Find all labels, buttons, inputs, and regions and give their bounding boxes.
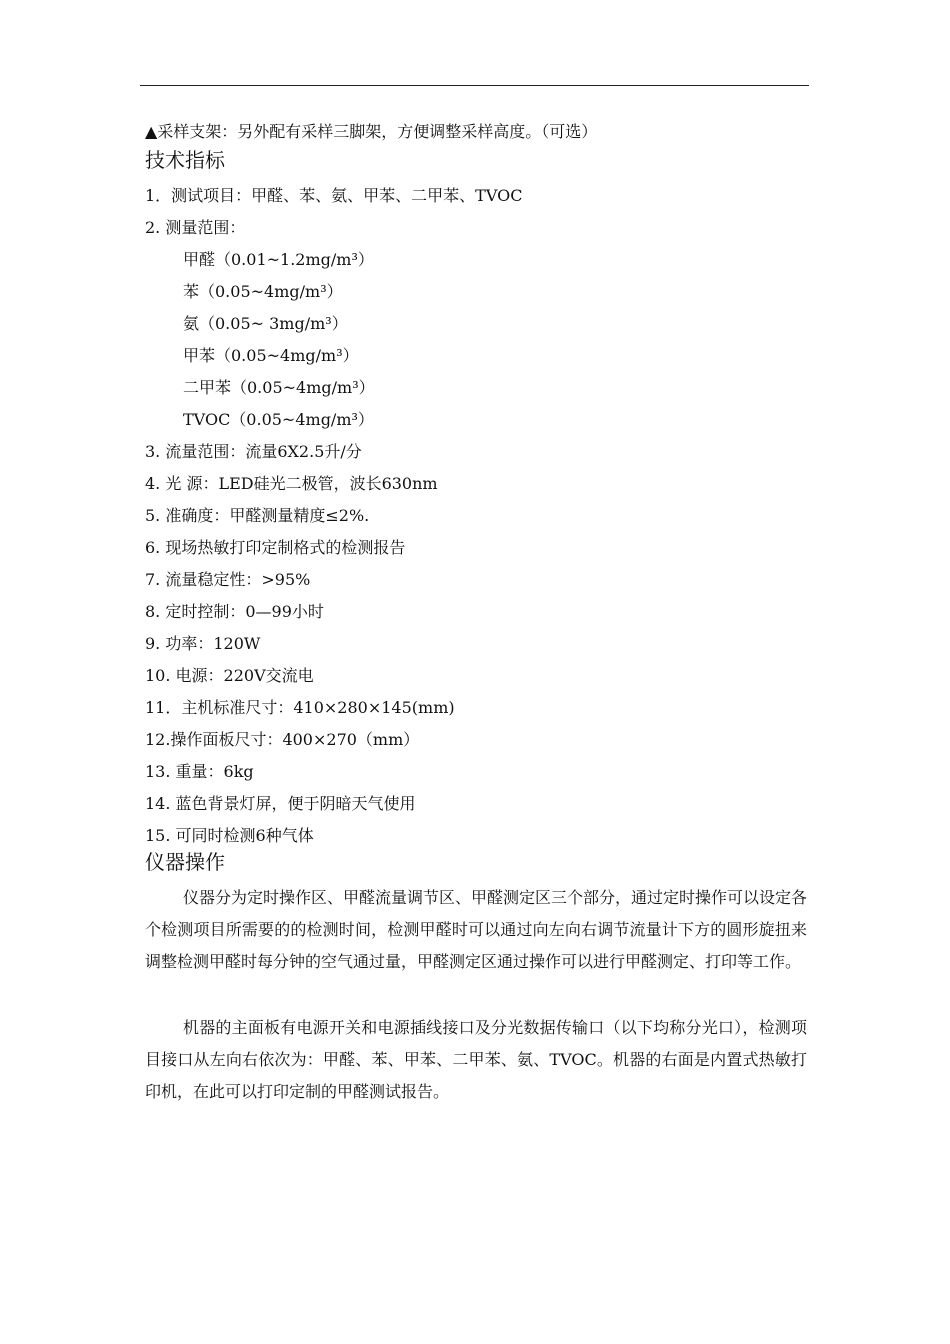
spec-item: 13. 重量：6kg	[145, 762, 254, 781]
intro-line: ▲采样支架：另外配有采样三脚架，方便调整采样高度。（可选）	[145, 122, 598, 141]
spec-item: 3. 流量范围：流量6X2.5升/分	[145, 442, 362, 461]
panel-paragraph: 机器的主面板有电源开关和电源插线接口及分光数据传输口（以下均称分光口），检测项目接口从左向右依次为：甲醛、苯、甲苯、二甲苯、氨、TVOC。机器的右面是内置式热敏打印机，在此可以打印定制的甲醛测试报告。	[145, 1018, 807, 1101]
range-item: TVOC（0.05~4mg/m³）	[183, 410, 374, 429]
tech-spec-heading: 技术指标	[145, 148, 225, 172]
spec-item: 1．测试项目：甲醛、苯、氨、甲苯、二甲苯、TVOC	[145, 186, 523, 205]
spec-item: 2. 测量范围：	[145, 218, 246, 237]
spec-item: 6. 现场热敏打印定制格式的检测报告	[145, 538, 406, 557]
spec-item: 14. 蓝色背景灯屏，便于阴暗天气使用	[145, 794, 416, 813]
range-item: 二甲苯（0.05~4mg/m³）	[183, 378, 375, 397]
range-item: 甲醛（0.01~1.2mg/m³）	[183, 250, 374, 269]
range-item: 苯（0.05~4mg/m³）	[183, 282, 343, 301]
spec-item: 11．主机标准尺寸：410×280×145(mm)	[145, 698, 455, 717]
spec-item: 10. 电源：220V交流电	[145, 666, 314, 685]
spec-item: 4. 光 源：LED硅光二极管，波长630nm	[145, 474, 438, 493]
spec-item: 9. 功率：120W	[145, 634, 261, 653]
spec-item: 15. 可同时检测6种气体	[145, 826, 314, 845]
operation-paragraph: 仪器分为定时操作区、甲醛流量调节区、甲醛测定区三个部分，通过定时操作可以设定各个检测项目所需要的的检测时间，检测甲醛时可以通过向左向右调节流量计下方的圆形旋扭来调整检测甲醛时每分钟的空气通过量，甲醛测定区通过操作可以进行甲醛测定、打印等工作。	[145, 888, 808, 971]
spec-item: 8. 定时控制：0—99小时	[145, 602, 324, 621]
range-item: 甲苯（0.05~4mg/m³）	[183, 346, 359, 365]
spec-item: 7. 流量稳定性：>95%	[145, 570, 311, 589]
spec-item: 12.操作面板尺寸：400×270（mm）	[145, 730, 420, 749]
operation-heading: 仪器操作	[145, 850, 225, 874]
spec-item: 5. 准确度：甲醛测量精度≤2%.	[145, 506, 370, 525]
header-rule	[140, 85, 809, 86]
range-item: 氨（0.05~ 3mg/m³）	[183, 314, 348, 333]
